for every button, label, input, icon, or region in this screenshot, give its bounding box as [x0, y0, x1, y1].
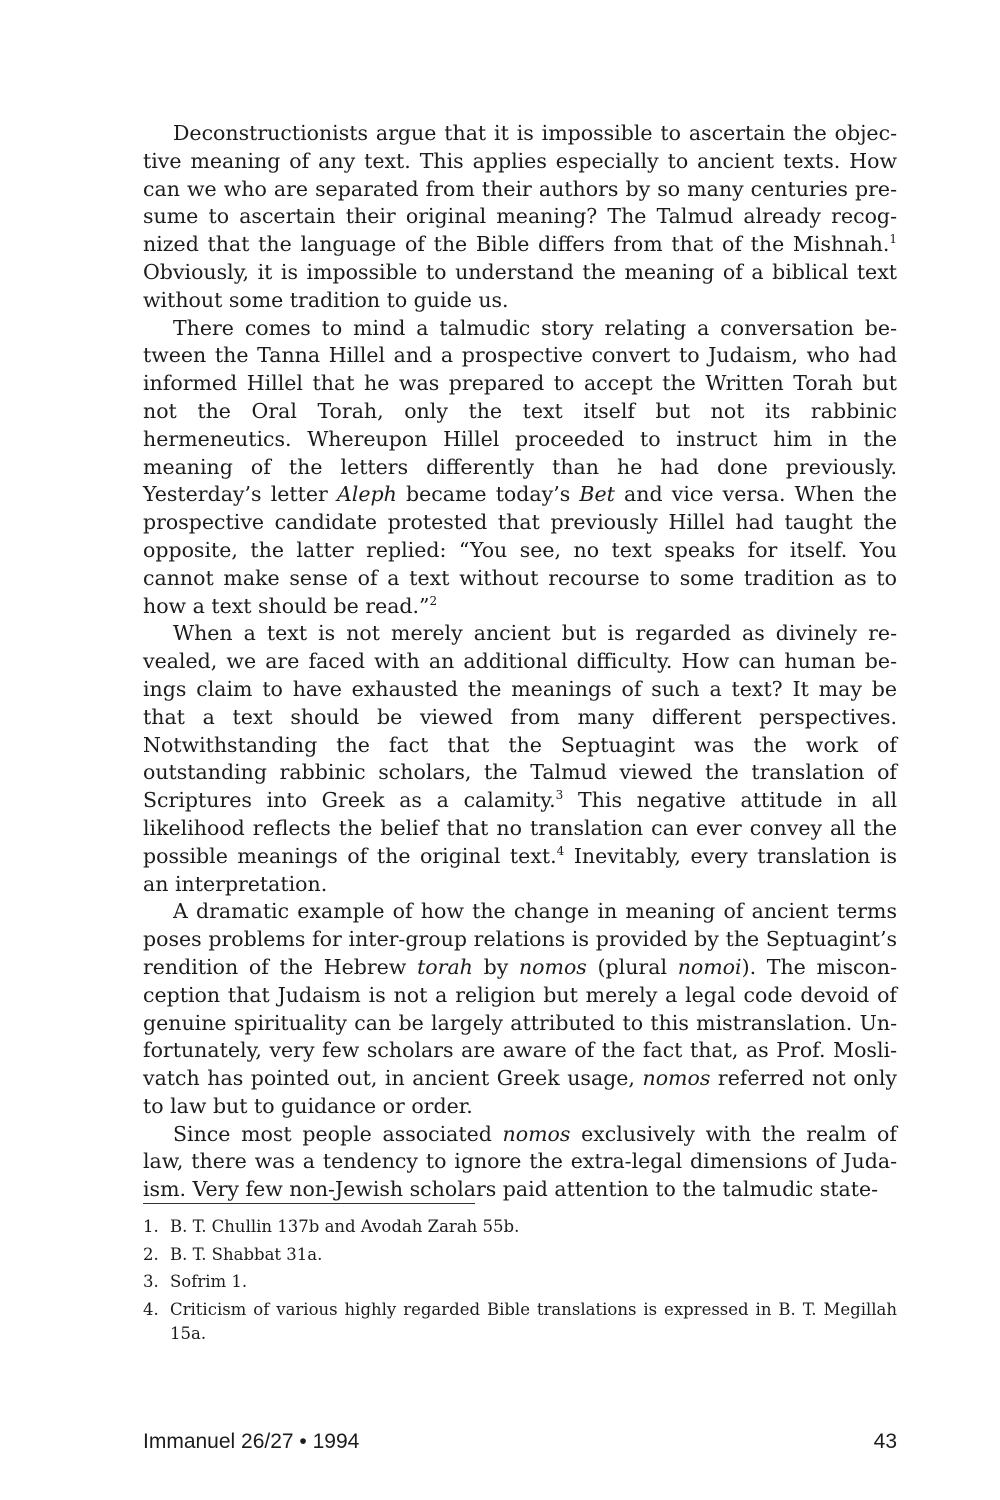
body-paragraph — [143, 1121, 897, 1204]
text-run: exclusively with the realm of law, there was a tendency to ignore the extra-legal dimensions of Judaism. Very few non-Jewish scholars paid attention to the talmudic state- — [143, 1121, 897, 1202]
text-run: There comes to mind a talmudic story relating a conversation between the Tanna Hillel and a prospective convert to Judaism, who had informed Hillel that he was prepared to accept the Written Torah but not the Oral Torah, only the text itself but not its rabbinic hermeneutics. Whereupon Hillel proceeded to instruct him in the meaning of the letters differently than he had done previously. Yesterday’s letter — [143, 315, 897, 507]
footnote-item — [143, 1298, 897, 1347]
body-paragraph — [143, 315, 897, 621]
footnote-number: 4. — [143, 1299, 159, 1319]
text-run: (plural — [586, 954, 678, 979]
text-run: Inevitably, every translation is an interpretation. — [143, 843, 897, 896]
text-run: This negative attitude in all likelihood reflects the belief that no translation can ever convey all the possible meanings of the original text. — [143, 788, 898, 868]
footnote-item — [143, 1270, 897, 1295]
body-paragraph — [143, 898, 897, 1120]
text-run: A dramatic example of how the change in meaning of ancient terms poses problems for inter-group relations is provided by the Septuagint’s rendition of the Hebrew — [143, 899, 897, 979]
text-run: When a text is not merely ancient but is regarded as divinely revealed, we are faced with an additional difficulty. How can human beings claim to have exhausted the meanings of such a text? It may be that a text should be viewed from many different perspectives. Notwithstanding the fact that the Septuagint was the work of outstanding rabbinic scholars, the Talmud viewed the translation of Scriptures into Greek as a calamity. — [143, 621, 897, 813]
text-run: Deconstructionists argue that it is impossible to ascertain the objective meaning of any text. This applies especially to ancient texts. How can we who are separated from their authors by so many centuries presume to ascertain their original meaning? The Talmud already recognized that the language of the Bible differs from that of the Mishnah. — [143, 121, 897, 257]
text-run: Obviously, it is impossible to understand the meaning of a biblical text without some tradition to guide us. — [143, 259, 897, 312]
article-body — [143, 120, 897, 1204]
footnote-number: 3. — [143, 1272, 159, 1291]
italic-term: nomos — [518, 954, 587, 979]
body-paragraph — [143, 620, 897, 898]
text-run: by — [472, 954, 519, 979]
text-run: ). The misconception that Judaism is not a religion but merely a legal code devoid of genuine spirituality can be largely attributed to this mistranslation. Unfortunately, very few scholars are aware of the fact that, as Prof. Moslivatch has pointed out, in ancient Greek usage, — [143, 954, 897, 1091]
footnote-number: 2. — [143, 1244, 159, 1264]
italic-term: nomos — [642, 1066, 711, 1091]
footnote-marker: 4 — [556, 843, 565, 858]
footnote-marker: 3 — [555, 788, 564, 803]
footnote-marker: 2 — [429, 593, 438, 608]
text-run: Since most people associated — [173, 1121, 503, 1146]
footnote-text: Criticism of various highly regarded Bible translations is expressed in B. T. Megillah 15a. — [170, 1299, 897, 1343]
footnote-item — [143, 1215, 897, 1240]
italic-term: nomoi — [677, 954, 742, 979]
page-number: 43 — [873, 1430, 897, 1453]
footnote-text: B. T. Chullin 137b and Avodah Zarah 55b. — [170, 1217, 520, 1236]
italic-term: Bet — [579, 482, 615, 507]
footnote-item — [143, 1243, 897, 1268]
text-run: referred not only to law but to guidance or order. — [143, 1066, 897, 1118]
journal-citation: Immanuel 26/27 • 1994 — [143, 1430, 360, 1453]
body-paragraph — [143, 120, 897, 315]
italic-term: Aleph — [336, 482, 397, 507]
text-run: and vice versa. When the prospective candidate protested that previously Hillel had taught the opposite, the latter replied: “You see, no text speaks for itself. You cannot make sense of a text without recourse to some tradition as to how a text should be read.” — [143, 482, 897, 618]
text-run: became today’s — [396, 482, 580, 507]
footnote-number: 1. — [143, 1217, 159, 1236]
footnotes-list — [143, 1215, 897, 1350]
footnote-text: Sofrim 1. — [170, 1272, 248, 1291]
italic-term: nomos — [502, 1121, 571, 1146]
footnote-marker: 1 — [889, 232, 897, 247]
page-footer — [143, 1430, 897, 1454]
italic-term: torah — [417, 954, 473, 979]
footnote-text: B. T. Shabbat 31a. — [170, 1244, 323, 1264]
footnote-divider — [143, 1203, 475, 1204]
